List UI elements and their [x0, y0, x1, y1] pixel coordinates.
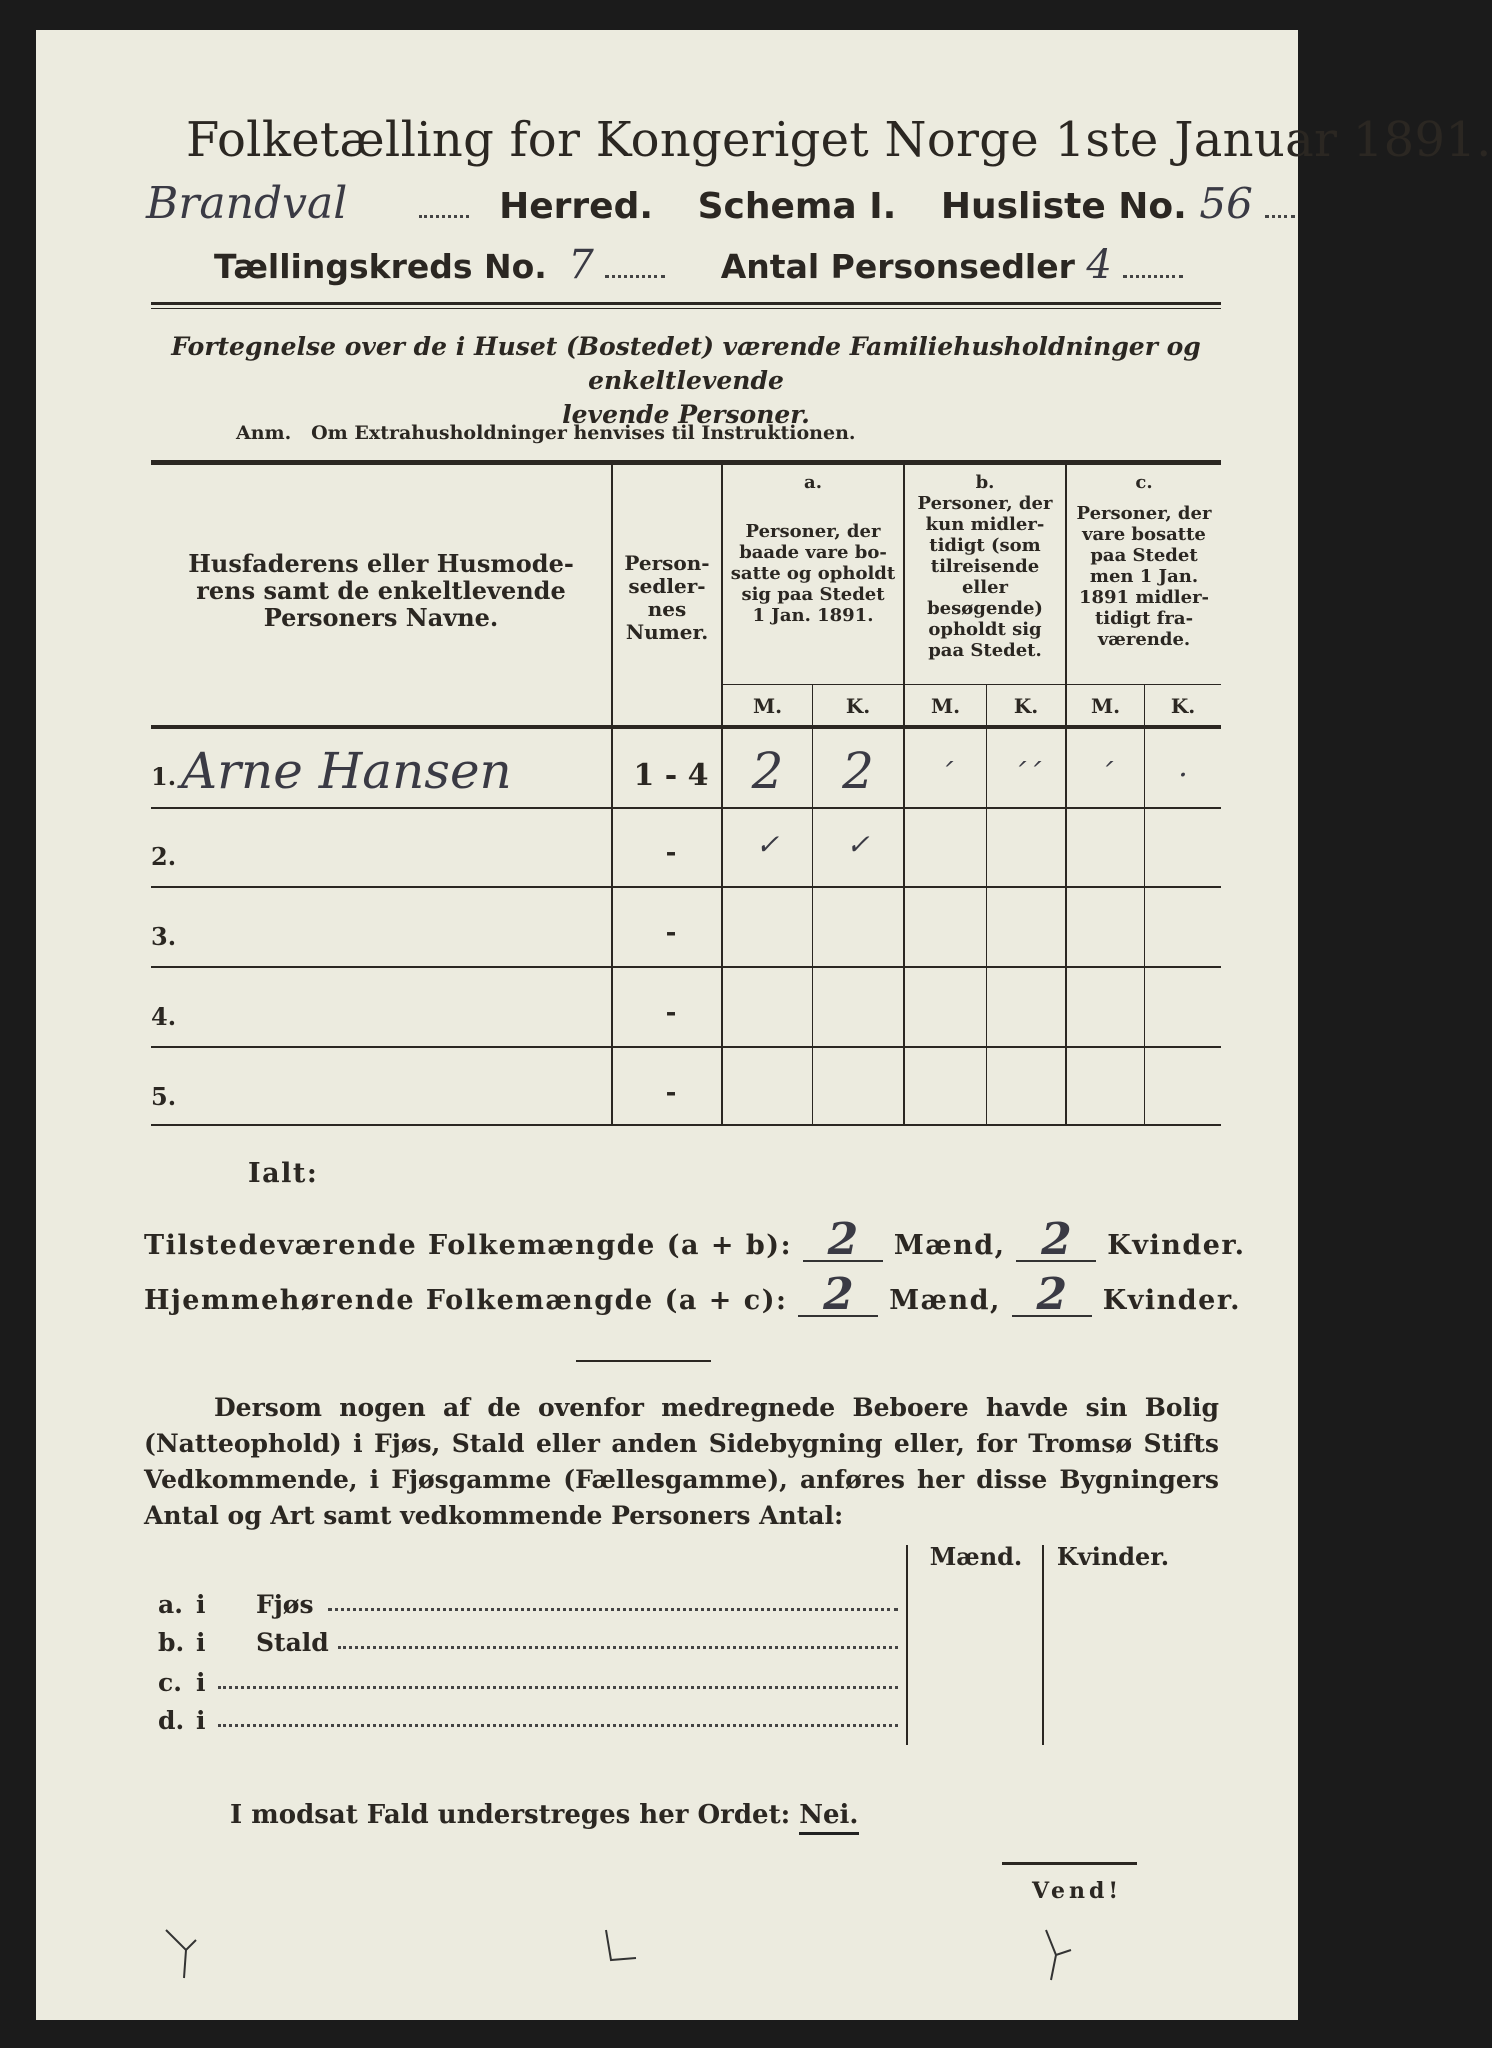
row-c-k: ·: [1178, 758, 1188, 793]
col-b-line: eller: [961, 577, 1009, 598]
row-rule: [151, 1046, 1221, 1048]
table-top-rule: [151, 460, 1221, 465]
col-c-line: men 1 Jan.: [1089, 566, 1199, 587]
b-k-label: K.: [1013, 694, 1039, 718]
bolig-paragraph: Dersom nogen af de ovenfor medregnede Beboere havde sin Bolig (Natteophold) i Fjøs, Stald eller anden Sidebygning eller, for Tromsø Stifts Vedkommende, i Fjøsgamme (Fællesgamme), anføres her disse Bygningers Antal og Art samt vedkommende Personers Antal:: [144, 1393, 1219, 1530]
intro-heading-line1: Fortegnelse over de i Huset (Bostedet) værende Familiehusholdninger og enkeltlevende: [171, 332, 1201, 395]
col-name-line: Personers Navne.: [263, 603, 499, 632]
antal-dots: [1123, 275, 1183, 278]
form-title: Folketælling for Kongeriget Norge 1ste Januar 1891.: [186, 112, 1492, 168]
bolig-letter: c.: [158, 1668, 182, 1697]
row-number: 4.: [151, 1002, 177, 1031]
col-b-line: paa Stedet.: [928, 640, 1042, 661]
c-k-label: K.: [1170, 694, 1196, 718]
kreds-row: [214, 242, 1183, 288]
bolig-dots: [218, 1686, 898, 1689]
col-b-line: kun midler-: [925, 514, 1045, 535]
ialt-label: Ialt:: [248, 1158, 319, 1189]
total-line-present: [144, 1214, 1246, 1265]
col-a-line: sig paa Stedet: [741, 584, 885, 605]
row-a-k: ✓: [846, 828, 870, 861]
header-rule: [151, 302, 1221, 305]
col-num-line: nes: [647, 597, 687, 621]
a-k-label: K.: [845, 694, 871, 718]
row-c-m: ´: [1098, 758, 1113, 793]
row-b-k: ´´: [1011, 758, 1041, 793]
col-c-line: paa Stedet: [1090, 545, 1198, 566]
row-sedler: 1 - 4: [633, 758, 709, 793]
total-line-resident: [144, 1269, 1241, 1320]
row-b-m: ´: [938, 758, 953, 793]
col-num-line: Numer.: [625, 620, 709, 644]
bolig-item-d: [158, 1706, 898, 1735]
col-num-line: Person-: [624, 551, 710, 575]
bolig-label: Fjøs: [256, 1590, 314, 1619]
row-number: 1.: [151, 762, 177, 791]
section-divider: [576, 1360, 711, 1362]
resident-men-label: Mænd,: [889, 1285, 1001, 1316]
resident-women: 2: [1012, 1275, 1092, 1317]
bolig-dots: [328, 1608, 898, 1611]
present-women: 2: [1016, 1220, 1096, 1262]
husliste-label: Husliste No.: [940, 186, 1187, 227]
col-a-line: baade vare bo-: [739, 542, 887, 563]
herred-label: Herred.: [499, 186, 654, 227]
table-header-rule: [151, 725, 1221, 729]
intro-heading-line2: levende Personer.: [562, 400, 810, 429]
row-rule: [151, 966, 1221, 968]
bolig-prep: i: [196, 1668, 206, 1697]
col-c-line: tidigt fra-: [1094, 608, 1194, 629]
present-women-label: Kvinder.: [1107, 1230, 1246, 1261]
row-rule-bottom: [151, 1124, 1221, 1126]
a-m-label: M.: [752, 694, 783, 718]
husliste-dots: [1265, 215, 1295, 218]
bolig-prep: i: [196, 1628, 206, 1657]
binding-mark-center: [606, 1930, 636, 1960]
c-m-label: M.: [1090, 694, 1121, 718]
kreds-value: 7: [568, 242, 594, 288]
row-a-m: ✓: [755, 828, 780, 861]
row-a-k: 2: [842, 742, 874, 800]
col-b-header: [905, 472, 1065, 661]
row-number: 3.: [151, 922, 177, 951]
row-rule: [151, 886, 1221, 888]
col-a-letter: a.: [804, 472, 822, 493]
col-c-line: vare bosatte: [1082, 524, 1206, 545]
vline-b-mk: [986, 685, 987, 1125]
bolig-letter: b.: [158, 1628, 185, 1657]
col-num-line: sedler-: [628, 574, 706, 598]
bolig-dots: [218, 1724, 898, 1727]
row-sedler: -: [665, 1078, 677, 1108]
col-name-header: [171, 550, 591, 631]
herred-value: Brandval: [146, 178, 348, 229]
mk-divider: [721, 684, 1221, 685]
intro-heading: [151, 330, 1221, 432]
modsat-text: I modsat Fald understreges her Ordet:: [230, 1800, 791, 1830]
resident-men: 2: [798, 1275, 878, 1317]
row-name: Arne Hansen: [181, 742, 512, 800]
herred-dots: [419, 215, 469, 218]
bolig-vline-2: [1042, 1545, 1044, 1745]
binding-mark-right: [1046, 1930, 1071, 1980]
row-sedler: -: [665, 998, 677, 1028]
row-sedler: -: [665, 838, 677, 868]
col-b-line: tilreisende: [930, 556, 1040, 577]
bolig-prep: i: [196, 1590, 206, 1619]
col-num-header: [613, 552, 721, 644]
census-form-sheet: [36, 30, 1492, 2020]
col-b-line: Personer, der: [917, 493, 1053, 514]
vend-rule: [1002, 1862, 1137, 1865]
present-men: 2: [803, 1220, 883, 1262]
household-table: [151, 460, 1221, 1125]
bolig-dots: [338, 1646, 898, 1649]
col-a-line: 1 Jan. 1891.: [752, 605, 874, 626]
col-b-line: tidigt (som: [929, 535, 1041, 556]
col-a-line: satte og opholdt: [730, 563, 896, 584]
bolig-prep: i: [196, 1706, 206, 1735]
col-a-header: [723, 472, 903, 626]
vline-c-mk: [1144, 685, 1145, 1125]
bolig-label: Stald: [256, 1628, 329, 1657]
bolig-maend-header: Mænd.: [929, 1542, 1023, 1571]
schema-label: Schema I.: [697, 186, 897, 227]
bolig-letter: a.: [158, 1590, 183, 1619]
resident-women-label: Kvinder.: [1102, 1285, 1241, 1316]
b-m-label: M.: [930, 694, 961, 718]
col-c-letter: c.: [1135, 472, 1153, 493]
col-name-line: Husfaderens eller Husmode-: [188, 549, 574, 578]
nei-underlined: Nei.: [799, 1800, 858, 1835]
row-sedler: -: [665, 918, 677, 948]
binding-mark-left: [166, 1930, 196, 1978]
herred-row: [146, 178, 1295, 229]
antal-value: 4: [1086, 242, 1112, 288]
bolig-letter: d.: [158, 1706, 185, 1735]
resident-label: Hjemmehørende Folkemængde (a + c):: [144, 1285, 788, 1316]
bolig-item-c: [158, 1668, 898, 1697]
binding-marks: [156, 1910, 1156, 1990]
row-a-m: 2: [751, 742, 784, 800]
row-number: 5.: [151, 1082, 177, 1111]
col-c-line: 1891 midler-: [1078, 587, 1210, 608]
col-name-line: rens samt de enkeltlevende: [196, 576, 566, 605]
header-rule-thin: [151, 308, 1221, 309]
present-label: Tilstedeværende Folkemængde (a + b):: [144, 1230, 793, 1261]
modsat-line: [230, 1800, 859, 1830]
col-b-line: opholdt sig: [928, 619, 1042, 640]
kreds-dots: [605, 275, 665, 278]
bolig-item-a: [158, 1590, 898, 1619]
col-c-line: værende.: [1097, 629, 1191, 650]
col-a-line: Personer, der: [745, 521, 881, 542]
col-b-letter: b.: [975, 472, 995, 493]
husliste-value: 56: [1199, 179, 1253, 228]
antal-label: Antal Personsedler: [720, 247, 1075, 286]
bolig-kvinder-header: Kvinder.: [1056, 1542, 1170, 1571]
col-b-line: besøgende): [927, 598, 1043, 619]
present-men-label: Mænd,: [893, 1230, 1006, 1261]
anm-note: Anm. Om Extrahusholdninger henvises til Instruktionen.: [236, 422, 856, 444]
bolig-item-b: [158, 1628, 898, 1657]
bolig-vline-1: [906, 1545, 908, 1745]
row-rule: [151, 807, 1221, 809]
col-c-line: Personer, der: [1076, 503, 1212, 524]
kreds-label: Tællingskreds No.: [214, 247, 547, 286]
col-c-header: [1067, 472, 1221, 650]
vend-label: Vend!: [1032, 1878, 1123, 1904]
row-number: 2.: [151, 842, 177, 871]
